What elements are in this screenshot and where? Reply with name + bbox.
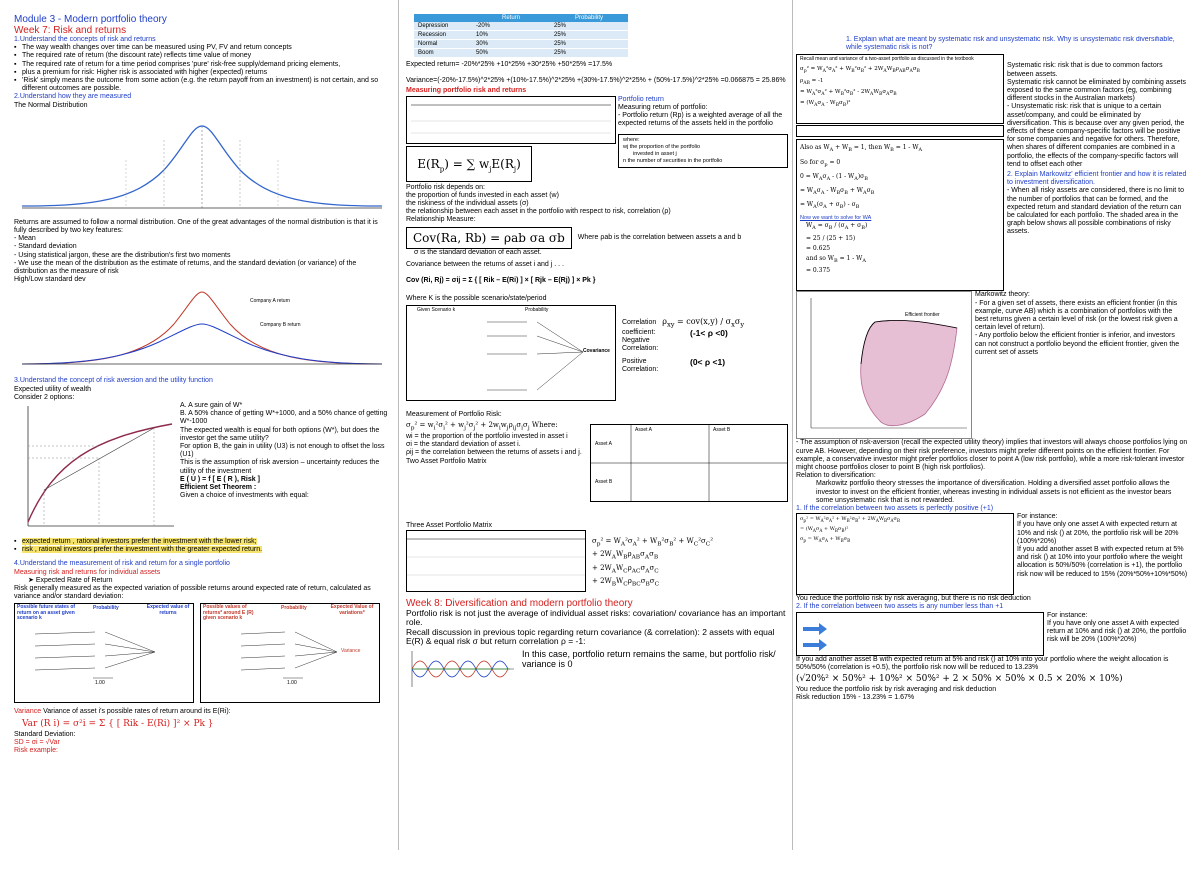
- portfolio-variance-formula: $\sigma_p^2 = w_i^2\sigma_i^2 + w_j^2\sigma_j^2 + 2w_iw_j\rho_{ij}\sigma_i\sigma_j$ Where:: [406, 420, 558, 432]
- three-asset-formula: $\sigma_p^2 = W_A^2\sigma_A^2 + W_B^2\sigma_B^2 + W_C^2\sigma_C^2$ + $2W_AW_B\rho_{AB}\sigma_A\sigma_B$ + $2W_AW_C\rho_{AC}\sigma_A\sigma_C$ + $2W_BW_C\rho_{BC}\sigma_B\sigma_C$: [592, 536, 714, 588]
- systematic-2: Systematic risk cannot be eliminated by combining assets: [1007, 78, 1186, 86]
- risk-measure-text: Risk generally measured as the expected variation of possible returns around expected rate of return, calculated as variance and/or standard deviation:: [14, 585, 371, 601]
- risk-def-3: ρij = the correlation between the returns of assets i and j.: [406, 449, 582, 457]
- cov-formula: Cov(Ra, Rb) = ρab σa σb: [406, 227, 572, 249]
- column-2: [406, 14, 790, 864]
- systematic-3: exposed to the same common factors (eg, combining different stocks in the Australian markets): [1007, 87, 1172, 103]
- positive-formula-box: $\sigma_p^2 = W_A^2\sigma_A^2 + W_B^2\sigma_B^2 + 2W_AW_B\sigma_A\sigma_B$ = $(W_A\sigma_A + W_B\sigma_B)^2$ $\sigma_p = W_A\sigma_A + W_B\sigma_B$: [796, 513, 1014, 595]
- any-conclusion: You reduce the portfolio risk by risk averaging and risk deduction: [796, 686, 997, 694]
- variance-formula: Var (R i) = σ²i = Σ { [ Rik - E(Ri) ]² × Pk }: [22, 718, 214, 729]
- module-title: Module 3 - Modern portfolio theory: [14, 14, 167, 25]
- markowitz-6: Relation to diversification:: [796, 472, 876, 480]
- table-row: Boom 50% 25%: [414, 49, 628, 58]
- measuring-portfolio-heading: Measuring portfolio risk and returns: [406, 87, 527, 95]
- risk-depends-2: the proportion of funds invested in each asset (w): [406, 191, 559, 199]
- portfolio-return-formula: $E(R_p)$ = ∑ $w_jE(R_j)$: [406, 146, 532, 182]
- two-asset-matrix: Asset A Asset B Asset A Asset B: [590, 424, 788, 502]
- measuring-return-label: Measuring return of portfolio:: [618, 103, 708, 111]
- portfolio-return-heading: Portfolio return: [618, 95, 664, 103]
- risk-def-1: wi = the proportion of the portfolio invested in asset i: [406, 433, 568, 441]
- bullet-item: ▪ 'Risk' simply means the outcome from some action (e.g. the return payoff from an investment) is not certain, and so different outcomes are possible.: [14, 77, 390, 93]
- corr-any-heading: 2. If the correlation between two assets is any number less than +1: [796, 603, 1004, 611]
- where-k: Where K is the possible scenario/state/period: [406, 295, 547, 303]
- covariance-text: Covariance between the returns of asset i and j . . .: [406, 260, 564, 268]
- risk-bullets: [14, 44, 390, 93]
- section-3-heading: 3.Understand the concept of risk aversion and the utility function: [14, 377, 213, 385]
- utility-curve-chart: [14, 402, 176, 538]
- normal-text-2: - Mean: [14, 235, 36, 243]
- normal-text-6: High/Low standard dev: [14, 276, 86, 284]
- systematic-1: Systematic risk: risk that is due to common factors between assets.: [1007, 62, 1163, 78]
- unsystematic-text: - Unsystematic risk: risk that is unique to a certain asset/company, and could be eliminated by diversification. This is because over any given period, the effects of these company-specific factors will be positive for some companies and negative for others. Therefore, when shares of different companies are combined in a portfolio, the effects of the company-specific factors will tend to offset each other: [1007, 103, 1185, 168]
- bullet-item: ▪ plus a premium for risk: Higher risk is associated with higher (expected) returns: [14, 69, 390, 77]
- bullet-item: ▪ The required rate of return for a time period comprises 'pure' risk-free supply/demand pricing elements,: [14, 61, 390, 69]
- wave-chart: [406, 649, 516, 689]
- std-label: Standard Deviation:: [14, 730, 76, 738]
- expected-utility-heading: Expected utility of wealth: [14, 385, 92, 393]
- normal-distribution-chart: [14, 110, 390, 214]
- markowitz-2: Markowitz theory:: [975, 291, 1030, 299]
- returns-table: Return Probability Depression -20% 25% Recession 10% 25% Normal 30% 25% Boom 50% 25%: [414, 14, 628, 58]
- corr-positive-heading: 1. If the correlation between two assets is perfectly positive (+1): [796, 505, 994, 513]
- std-formula: SD = σi = √Var: [14, 738, 60, 746]
- expected-return-diagram: Possible future states of return on an asset given scenario k Probability Expected value of returns 1.00: [14, 603, 194, 703]
- negative-range: (-1< ρ <0): [690, 328, 728, 339]
- expected-rate-heading: ➤ Expected Rate of Return: [28, 576, 113, 584]
- efficient-set-heading: Efficient Set Theorem :: [180, 484, 257, 492]
- pos-conclusion: You reduce the portfolio risk by risk averaging, but there is no risk deduction: [796, 595, 1031, 603]
- covariance-diagram: Given Scenario k Probability Covariance: [406, 305, 616, 401]
- cov-sum-formula: Cov (Ri, Rj) = σij = Σ { [ Rik – E(Ri) ] × [ Rjk – E(Rj) ] × Pk }: [406, 277, 596, 285]
- negative-label: Negative Correlation:: [622, 337, 659, 353]
- three-asset-matrix: [406, 530, 586, 592]
- cov-sigma: σ is the standard deviation of each asset.: [414, 248, 542, 256]
- variance-diagram: Possible values of returns* around E (R) given scenario k Probability Expected Value of variations* Variance 1.00: [200, 603, 380, 703]
- week8-heading: Week 8: Diversification and modern portfolio theory: [406, 597, 633, 609]
- cov-where: Where ρab is the correlation between assets a and b: [577, 233, 742, 241]
- utility-formula: E ( U ) = f [ E ( R ), Risk ]: [180, 475, 260, 483]
- highlight-item: ▪ expected return , rational investors prefer the investment with the lower risk;: [14, 538, 390, 546]
- week8-text-1: Portfolio risk is not just the average of individual asset risks: covariation/ covariance has an important role.: [406, 607, 786, 628]
- section-1-heading: 1.Understand the concepts of risk and returns: [14, 36, 156, 43]
- frontier-label: Efficient frontier: [905, 312, 940, 319]
- positive-range: (0< ρ <1): [690, 356, 726, 367]
- positive-label: Positive Correlation:: [622, 357, 659, 373]
- normal-text-5: - We use the mean of the distribution as the estimate of returns, and the standard deviation (or variance) of the distribution as the measure of risk: [14, 259, 357, 276]
- three-asset-heading: Three Asset Portfolio Matrix: [406, 521, 492, 529]
- normal-text-4: - Using statistical jargon, these are the distribution's first two moments: [14, 251, 231, 259]
- normal-text-3: - Standard deviation: [14, 243, 77, 251]
- markowitz-5: - The assumption of risk-aversion (recall the expected utility theory) implies that investors will always choose portfolios lying on curve AB. However, depending on their risk preference, investors might prefer different points on the efficient frontier. For example, a conservative investor might prefer portfolios closer to point A (low risk portfolio), while a more risk-tolerant investor might choose portfolios closer to point B (high risk portfolios).: [796, 439, 1188, 472]
- table-row: Depression -20% 25%: [414, 22, 628, 31]
- week8-text-2: Recall discussion in previous topic regarding return covariance (& correlation): 2 assets with equal E(R) & equal risk σ but return correlation ρ = -1:: [406, 626, 775, 647]
- option-text-2: For option B, the gain in utility (U3) is not enough to offset the loss (U1): [180, 443, 385, 459]
- pos-text-1: For instance:: [1017, 513, 1058, 521]
- coefficient-label: coefficient:: [622, 329, 656, 337]
- variance-calc: Variance=(-20%-17.5%)^2*25% +(10%-17.5%)^2*25% +(30%-17.5%)^2*25% + (50%-17.5%)^2*25% =0.066875 = 25.86%: [406, 77, 786, 85]
- table-row: Normal 30% 25%: [414, 40, 628, 49]
- markowitz-7: Markowitz portfolio theory stresses the importance of diversification. Holding a diversified asset portfolio allows the investor to invest on the efficient frontier, whereas investing in individual assets is not efficient as the investor bears some unsystematic risk that is not rewarded.: [816, 480, 1172, 504]
- option-text-1: The expected wealth is equal for both options (W*), but does the investor get the same utility?: [180, 426, 380, 442]
- pos-text-2: If you have only one asset A with expected return at 10% and risk () at 20%, the portfolio risk will be 20% (100%*20%): [1017, 521, 1179, 545]
- curve-label-b: Company B return: [260, 322, 301, 329]
- option-a: A. A sure gain of W*: [180, 402, 243, 410]
- std-dev-chart: [14, 284, 390, 370]
- bullet-item: ▪ The required rate of return (the discount rate) reflects time value of money: [14, 52, 390, 60]
- correlation-label: Correlation: [622, 319, 657, 327]
- portfolio-return-text: - Portfolio return (Rp) is a weighted average of all the expected returns of the assets held in the portfolio: [618, 112, 783, 128]
- measuring-individual-heading: Measuring risk and returns for individual assets: [14, 568, 161, 576]
- expected-return-calc: Expected return= -20%*25% +10*25% +30*25% +50*25% =17.5%: [406, 61, 613, 68]
- markowitz-4: - Any portfolio below the efficient frontier is inferior, and investors can not construct a portfolio beyond the efficient frontier, given the current set of assets: [975, 332, 1180, 356]
- any-text-2: If you have only one asset A with expected return at 10% and risk () at 20%, the portfolio risk will be 20% (100%*20%): [1047, 619, 1187, 644]
- efficient-frontier-chart: [796, 291, 972, 439]
- any-text-3: If you add another asset B with expected return at 5% and risk () at 10% into your portfolio where the weight allocation is 50%/50% (correlation is +0.5), the portfolio risk now will be reduced to 13.23%: [796, 655, 1169, 671]
- risk-example-label: Risk example:: [14, 747, 58, 755]
- two-asset-heading: Two Asset Portfolio Matrix: [406, 457, 487, 465]
- column-3: [796, 36, 1190, 886]
- weights-box: where: wj the proportion of the portfolio invested in asset j n the number of securities in the portfolio: [618, 134, 788, 168]
- any-text-1: For instance:: [1047, 611, 1088, 619]
- risk-def-2: σi = the standard deviation of asset i.: [406, 441, 521, 449]
- normal-heading: The Normal Distribution: [14, 101, 88, 109]
- option-b: B. A 50% chance of getting W*+1000, and a 50% chance of getting W*-1000: [180, 410, 388, 426]
- highlight-item: ▪ risk , rational investors prefer the investment with the greater expected return.: [14, 546, 390, 554]
- option-text-3: This is the assumption of risk aversion – uncertainty reduces the utility of the investment: [180, 459, 380, 475]
- sqrt-formula: (√20%² × 50%² + 10%² × 50%² + 2 × 50% × 50% × 0.5 × 20% × 10%): [796, 674, 1123, 685]
- markowitz-3: - For a given set of assets, there exists an efficient frontier (in this example, curve AB) which is a combination of portfolios with the best returns given a certain level of risk (or the lowest risk given a certain level of return).: [975, 299, 1178, 332]
- options-intro: Consider 2 options:: [14, 393, 75, 401]
- correlation-formula: $\rho_{xy} = cov(x,y) / \sigma_x\sigma_y$: [662, 317, 745, 330]
- wave-text: In this case, portfolio return remains the same, but portfolio risk/ variance is 0: [522, 648, 776, 670]
- risk-reduction: Risk reduction 15% - 13.23% = 1.67%: [796, 694, 915, 702]
- risk-depends-5: Relationship Measure:: [406, 216, 476, 224]
- variance-label: Variance Variance of asset i's possible rates of return around its E(Ri):: [14, 708, 231, 716]
- any-formula-box: [796, 612, 1044, 656]
- risk-depends-3: the riskiness of the individual assets (σ): [406, 200, 529, 208]
- normal-text-1: Returns are assumed to follow a normal distribution. One of the great advantages of the normal distribution is that it is fully described by two key features:: [14, 218, 378, 235]
- bullet-item: ▪ The way wealth changes over time can be measured using PV, FV and return concepts: [14, 44, 390, 52]
- risk-depends-4: the relationship between each asset in the portfolio with respect to risk, correlation (ρ): [406, 208, 671, 216]
- section-4-heading: 4.Understand the measurement of risk and return for a single portfolio: [14, 560, 230, 568]
- efficient-set-text: Given a choice of investments with equal:: [180, 492, 309, 500]
- question-1: 1. Explain what are meant by systematic risk and unsystematic risk. Why is unsystematic risk diversifiable, while systematic risk is not?: [846, 36, 1175, 52]
- risk-depends-1: Portfolio risk depends on:: [406, 183, 485, 191]
- pos-text-3: If you add another asset B with expected return at 5% and risk () at 10% into your portfolio where the weight allocation is 50%/50% (correlation is +1), the portfolio risk now will be reduced to 15% (20%*50%+10%*50%): [1017, 546, 1188, 578]
- measurement-risk-heading: Measurement of Portfolio Risk:: [406, 411, 502, 419]
- section-2-heading: 2.Understand how they are measured: [14, 93, 132, 101]
- column-1: [14, 14, 390, 864]
- solve-box: Also as $W_A + W_B = 1$, then $W_B = 1 - W_A$ So for $\sigma_p = 0$ $0 = W_A\sigma_A - (1 - W_A)\sigma_B$ = $W_A\sigma_A - W_B\sigma_B + W_A\sigma_B$ = $W_A(\sigma_A + \sigma_B) - \sigma_B$ Now we want to solve for WA $W_A = \sigma_B / (\sigma_A + \sigma_B)$ = 25 / (25 + 15) = 0.625 and so $W_B = 1 - W_A$ = 0.375: [796, 139, 1004, 291]
- table-row: Recession 10% 25%: [414, 31, 628, 40]
- markowitz-1: - When all risky assets are considered, there is no limit to the number of portfolios that can be formed, and the expected return and standard deviation of the return can be calculated for each portfolio. The shaded area in the graph below shows all possible combinations of risky assets.: [1007, 187, 1185, 236]
- week7-heading: Week 7: Risk and returns: [14, 25, 127, 36]
- stats-box: [406, 96, 616, 144]
- curve-label-a: Company A return: [250, 298, 291, 305]
- condition-box: [796, 125, 1004, 137]
- textbook-formula-box: Recall mean and variance of a two-asset portfolio as discussed in the textbook $\sigma_p^2 = W_A^2\sigma_A^2 + W_B^2\sigma_B^2 + 2W_AW_B\rho_{AB}\sigma_A\sigma_B$ $\rho_{AB} = -1$ = $W_A^2\sigma_A^2 + W_B^2\sigma_B^2 - 2W_AW_B\sigma_A\sigma_B$ = $(W_A\sigma_A - W_B\sigma_B)^2$: [796, 54, 1004, 124]
- question-2: 2. Explain Markowitz' efficient frontier and how it is related to investment diversification.: [1007, 171, 1187, 187]
